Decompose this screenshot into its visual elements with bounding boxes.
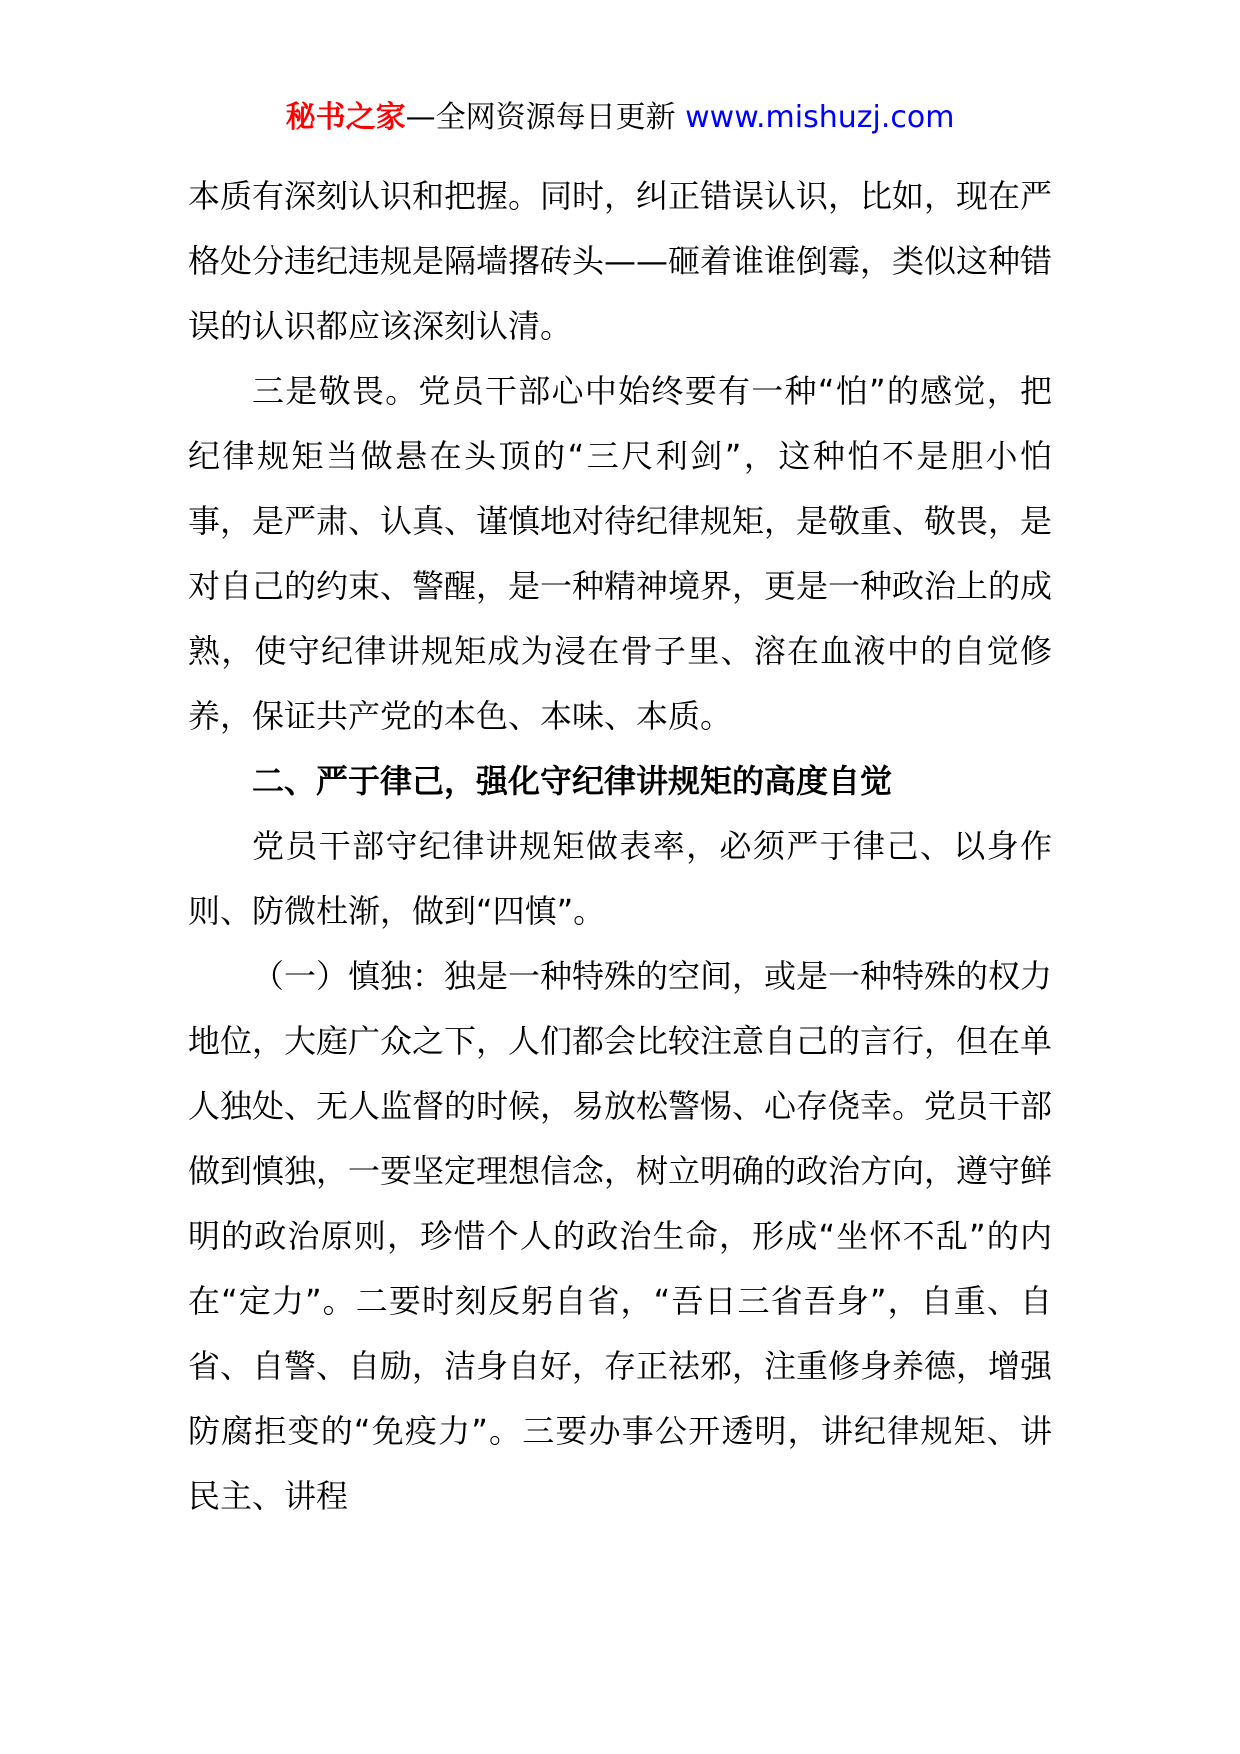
site-tagline: —全网资源每日更新 [405, 100, 686, 135]
site-url-link[interactable]: www.mishuzj.com [685, 100, 955, 135]
site-header [0, 98, 1240, 138]
site-brand: 秘书之家 [285, 100, 406, 135]
document-body [188, 164, 1052, 1529]
paragraph-2: 三是敬畏。党员干部心中始终要有一种“怕”的感觉，把纪律规矩当做悬在头顶的“三尺利剑”，这种怕不是胆小怕事，是严肃、认真、谨慎地对待纪律规矩，是敬重、敬畏，是对自己的约束、警醒，是一种精神境界，更是一种政治上的成熟，使守纪律讲规矩成为浸在骨子里、溶在血液中的自觉修养，保证共产党的本色、本味、本质。 [188, 372, 1053, 735]
paragraph-1: 本质有深刻认识和把握。同时，纠正错误认识，比如，现在严格处分违纪违规是隔墙撂砖头——砸着谁谁倒霉，类似这种错误的认识都应该深刻认清。 [188, 177, 1053, 345]
section-heading: 二、严于律己，强化守纪律讲规矩的高度自觉 [252, 762, 893, 800]
paragraph-4: （一）慎独：独是一种特殊的空间，或是一种特殊的权力地位，大庭广众之下，人们都会比较注意自己的言行，但在单人独处、无人监督的时候，易放松警惕、心存侥幸。党员干部做到慎独，一要坚定理想信念，树立明确的政治方向，遵守鲜明的政治原则，珍惜个人的政治生命，形成“坐怀不乱”的内在“定力”。二要时刻反躬自省，“吾日三省吾身”，自重、自省、自警、自励，洁身自好，存正祛邪，注重修身养德，增强防腐拒变的“免疫力”。三要办事公开透明，讲纪律规矩、讲民主、讲程 [188, 957, 1053, 1515]
paragraph-3: 党员干部守纪律讲规矩做表率，必须严于律己、以身作则、防微杜渐，做到“四慎”。 [188, 827, 1052, 930]
